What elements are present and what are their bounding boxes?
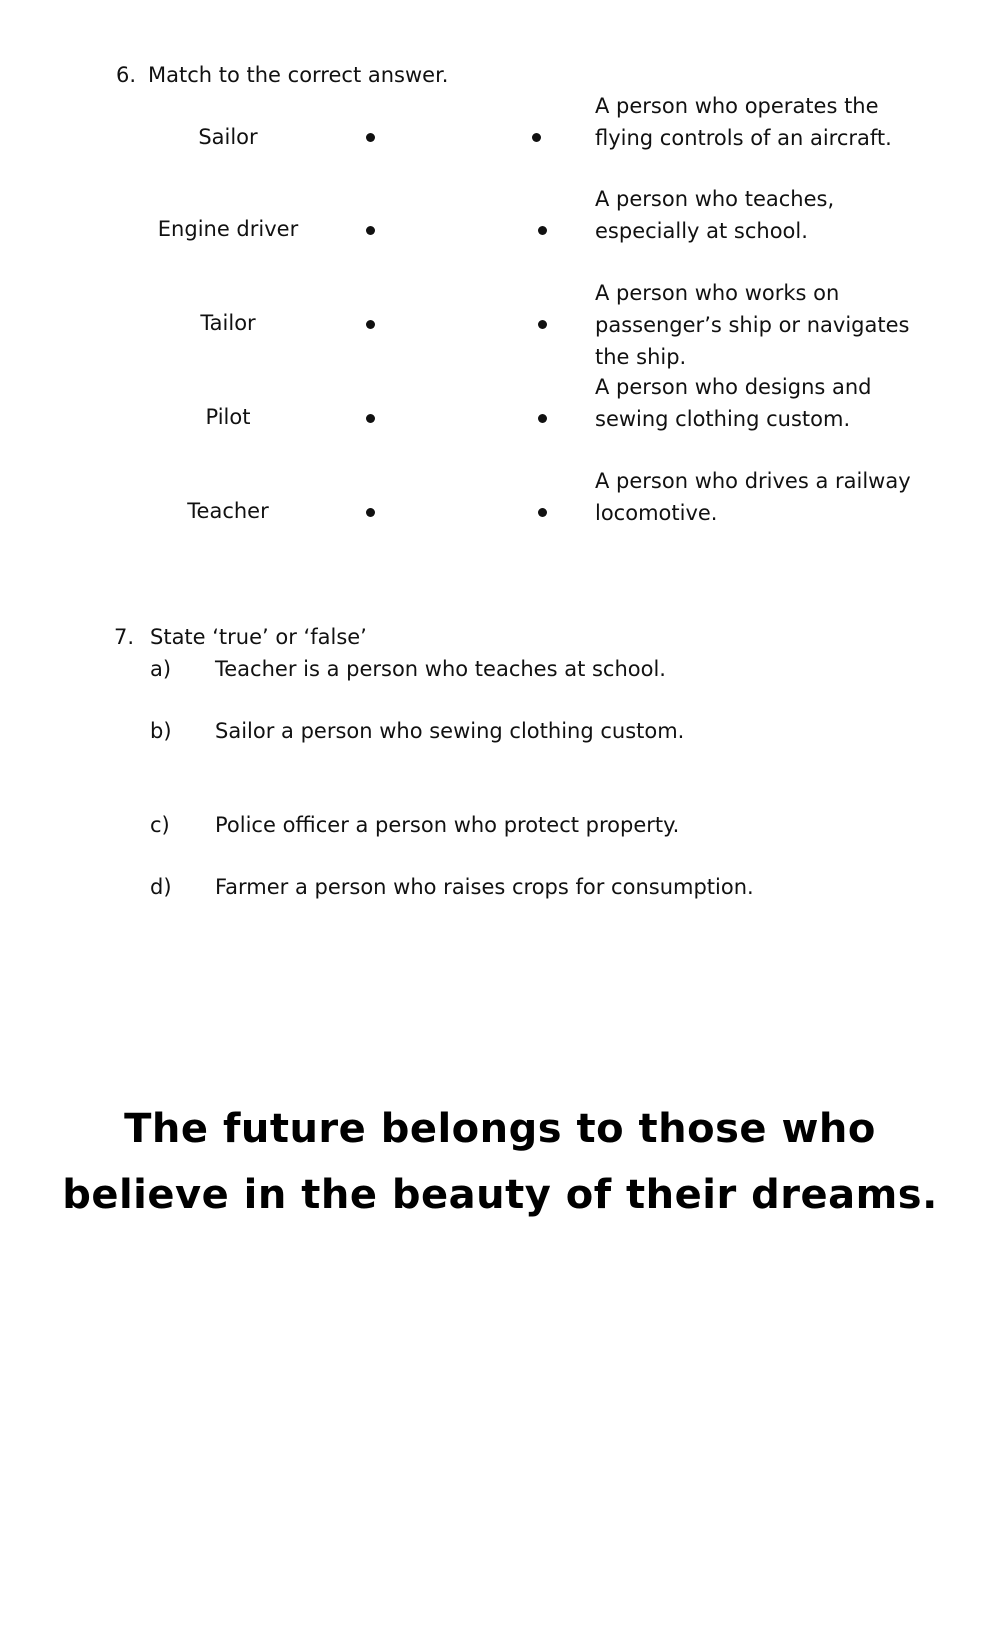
q6-number: 6. — [116, 63, 137, 87]
match-right-item: A person who drives a railway locomotive. — [595, 469, 911, 525]
match-left-dot[interactable] — [366, 320, 375, 329]
tf-item-letter: b) — [150, 719, 172, 743]
q7-heading — [114, 622, 367, 652]
tf-item-text: Farmer a person who raises crops for consumption. — [215, 875, 754, 899]
match-right-dot[interactable] — [538, 320, 547, 329]
match-left-item: Engine driver — [157, 217, 299, 241]
match-right-item: A person who works on passenger’s ship or navigates the ship. — [595, 281, 910, 369]
match-right-item: A person who teaches, especially at school. — [595, 187, 835, 243]
match-left-dot[interactable] — [366, 508, 375, 517]
q7-title: State ‘true’ or ‘false’ — [150, 625, 367, 649]
match-right-dot[interactable] — [538, 414, 547, 423]
match-right-item: A person who operates the flying controls of an aircraft. — [595, 94, 892, 150]
match-left-item: Sailor — [198, 125, 258, 149]
tf-item-letter: a) — [150, 657, 172, 681]
match-left-item: Tailor — [200, 311, 256, 335]
q7-number: 7. — [114, 625, 135, 649]
match-left-item: Teacher — [187, 499, 269, 523]
match-right-dot[interactable] — [538, 508, 547, 517]
tf-item-text: Sailor a person who sewing clothing custom. — [215, 719, 685, 743]
match-left-item: Pilot — [205, 405, 251, 429]
tf-item-text: Police officer a person who protect property. — [215, 813, 680, 837]
tf-item-letter: c) — [150, 813, 170, 837]
match-left-dot[interactable] — [366, 133, 375, 142]
motivational-quote: The future belongs to those who believe in the beauty of their dreams. — [62, 1106, 938, 1218]
match-left-dot[interactable] — [366, 226, 375, 235]
match-right-dot[interactable] — [532, 133, 541, 142]
match-right-item: A person who designs and sewing clothing custom. — [595, 375, 872, 431]
match-left-dot[interactable] — [366, 414, 375, 423]
tf-item-letter: d) — [150, 875, 172, 899]
q6-heading — [116, 60, 448, 90]
tf-item-text: Teacher is a person who teaches at school. — [215, 657, 666, 681]
q6-title: Match to the correct answer. — [148, 63, 449, 87]
match-right-dot[interactable] — [538, 226, 547, 235]
